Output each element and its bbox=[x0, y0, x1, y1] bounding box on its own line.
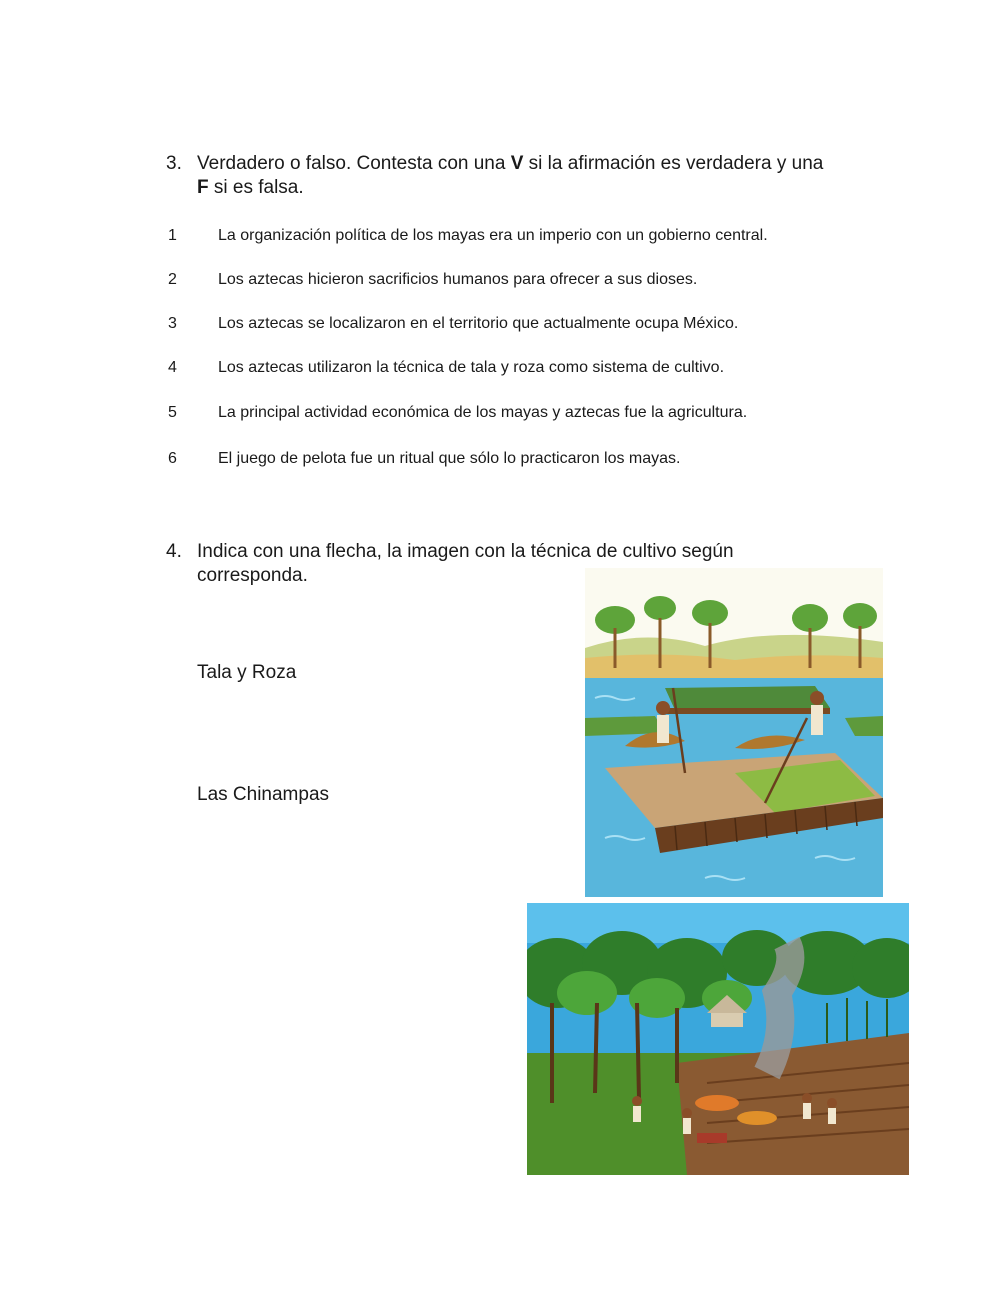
q3-text-part-2: si la afirmación es verdadera y una bbox=[523, 153, 824, 174]
v-letter: V bbox=[510, 153, 524, 174]
question-4-text: Indica con una flecha, la imagen con la técnica de cultivo según corresponda. bbox=[197, 541, 734, 586]
statement-text: Los aztecas utilizaron la técnica de tala y roza como sistema de cultivo. bbox=[218, 359, 725, 376]
tala-y-roza-image[interactable] bbox=[527, 903, 909, 1175]
statement-number: 1 bbox=[168, 227, 177, 244]
chinampas-illustration-icon bbox=[585, 568, 883, 897]
q3-text-part-1: Verdadero o falso. Contesta con una bbox=[197, 153, 511, 174]
option-tala-y-roza[interactable]: Tala y Roza bbox=[197, 662, 297, 683]
f-letter: F bbox=[197, 177, 209, 198]
statement-text: Los aztecas hicieron sacrificios humanos para ofrecer a sus dioses. bbox=[218, 271, 698, 288]
statement-text: Los aztecas se localizaron en el territorio que actualmente ocupa México. bbox=[218, 315, 739, 332]
statement-number: 2 bbox=[168, 271, 177, 288]
statement-number: 5 bbox=[168, 404, 177, 421]
question-3-text bbox=[197, 152, 867, 200]
question-3-number: 3. bbox=[166, 153, 182, 174]
q3-text-part-3: si es falsa. bbox=[208, 177, 304, 198]
option-las-chinampas[interactable]: Las Chinampas bbox=[197, 784, 330, 805]
statement-text: La principal actividad económica de los mayas y aztecas fue la agricultura. bbox=[218, 404, 748, 421]
statement-number: 6 bbox=[168, 450, 177, 467]
statement-text: La organización política de los mayas era un imperio con un gobierno central. bbox=[218, 227, 768, 244]
chinampas-image[interactable] bbox=[585, 568, 883, 897]
slash-and-burn-illustration-icon bbox=[527, 903, 909, 1175]
statement-text: El juego de pelota fue un ritual que sólo lo practicaron los mayas. bbox=[218, 450, 681, 467]
statement-number: 4 bbox=[168, 359, 177, 376]
question-4-number: 4. bbox=[166, 541, 182, 562]
statement-number: 3 bbox=[168, 315, 177, 332]
